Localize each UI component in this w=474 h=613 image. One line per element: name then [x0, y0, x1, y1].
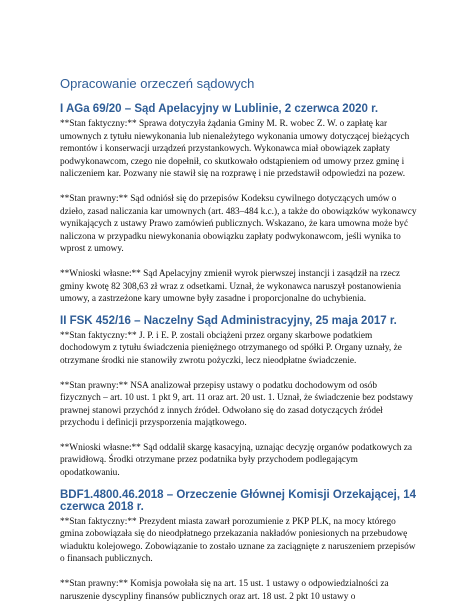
paragraph-conclusions: **Wnioski własne:** Sąd oddalił skargę kasacyjną, uznając decyzję organów podatkowych za prawidłową. Środki otrzymane przez podatnika były przychodem podlegającym opodatkowaniu. [60, 442, 413, 479]
paragraph-conclusions: **Wnioski własne:** Sąd Apelacyjny zmienił wyrok pierwszej instancji i zasądził na rzecz gminy kwotę 82 308,63 zł wraz z odsetkami. Uznał, że wykonawca naruszył postanowienia umowy, a zastrzeżone kary umowne były zasadne i proporcjonalne do uchybienia. [60, 268, 402, 305]
case-section [60, 103, 418, 306]
paragraph-facts: **Stan faktyczny:** Sprawa dotyczyła żądania Gminy M. R. wobec Z. W. o zapłatę kar umownych z tytułu niewykonania lub nienależytego wykonania umowy dotyczącej bieżących remontów i konserwacji urządzeń przystankowych. Wykonawca miał obowiązek zapłaty podwykonawcom, czego nie dopełnił, co skutkowało odstąpieniem od umowy przez gminę i naliczeniem kar. Pozwany nie stawił się na rozprawę i nie przedstawił odpowiedzi na pozew. [60, 119, 410, 180]
paragraph-facts: **Stan faktyczny:** J. P. i E. P. zostali obciążeni przez organy skarbowe podatkiem dochodowym z tytułu świadczenia pieniężnego otrzymanego od spółki P. Organy uznały, że otrzymane środki nie stanowiły zwrotu pożyczki, lecz nieodpłatne świadczenie. [60, 330, 402, 366]
page-title: Opracowanie orzeczeń sądowych [60, 76, 255, 91]
paragraph-law: **Stan prawny:** NSA analizował przepisy ustawy o podatku dochodowym od osób fizycznych – art. 10 ust. 1 pkt 9, art. 11 oraz art. 20 ust. 1. Uznał, że świadczenie bez podstawy prawnej stanowi przychód z innych źródeł. Odwołano się do zasad dotyczących źródeł przychodu i definicji przysporzenia majątkowego. [60, 380, 414, 429]
case-section [60, 489, 418, 604]
case-heading: II FSK 452/16 – Naczelny Sąd Administracyjny, 25 maja 2017 r. [60, 314, 397, 327]
paragraph-facts: **Stan faktyczny:** Prezydent miasta zawarł porozumienie z PKP PLK, na mocy którego gmina zobowiązała się do nieodpłatnego przekazania nakładów poniesionych na przebudowę wiaduktu kolejowego. Zobowiązanie to zostało uznane za zaciągnięte z naruszeniem przepisów o finansach publicznych. [60, 516, 416, 565]
case-heading: I AGa 69/20 – Sąd Apelacyjny w Lublinie, 2 czerwca 2020 r. [60, 103, 379, 115]
paragraph-law: **Stan prawny:** Komisja powołała się na art. 15 ust. 1 ustawy o odpowiedzialności za naruszenie dyscypliny finansów publicznych oraz art. 18 ust. 2 pkt 10 ustawy o [60, 579, 389, 602]
case-heading: BDF1.4800.46.2018 – Orzeczenie Głównej Komisji Orzekającej, 14 czerwca 2018 r. [60, 488, 417, 513]
paragraph-law: **Stan prawny:** Sąd odniósł się do przepisów Kodeksu cywilnego dotyczących umów o dzieło, zasad naliczania kar umownych (art. 483–484 k.c.), a także do obowiązków wykonawcy wynikających z ustawy Prawo zamówień publicznych. Wskazano, że kara umowna może być naliczona w przypadku niewykonania obowiązku zapłaty podwykonawcom, jeśli wynika to wprost z umowy. [60, 193, 417, 255]
case-section [60, 315, 418, 480]
